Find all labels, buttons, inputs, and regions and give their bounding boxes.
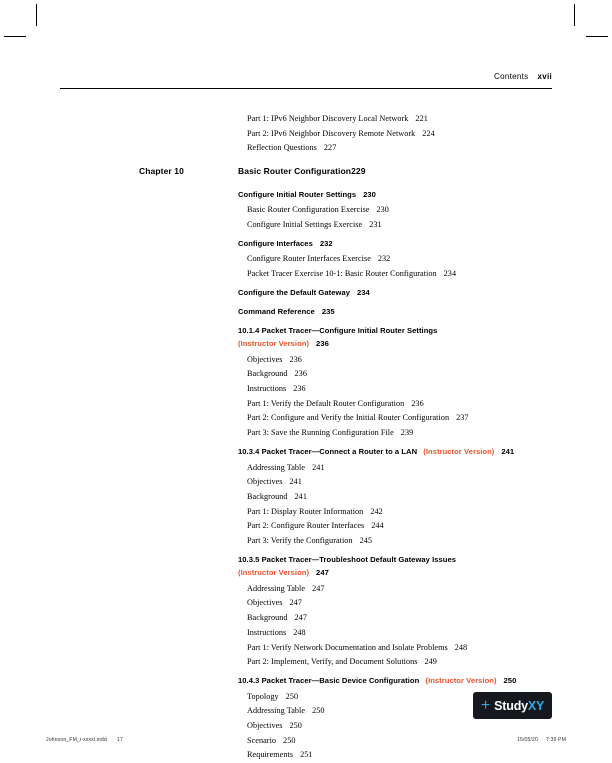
toc-section — [238, 674, 559, 687]
toc-entry-page: 250 — [312, 706, 325, 716]
toc-entry — [247, 353, 559, 366]
toc-section — [238, 324, 559, 337]
toc-entry-label: Requirements — [247, 750, 294, 760]
toc-entry-page: 241 — [312, 462, 325, 472]
toc-entry-label: Objectives — [247, 354, 283, 364]
toc-entry — [247, 127, 559, 140]
crop-mark-top-left — [36, 4, 37, 26]
toc-entry-page: 230 — [376, 204, 389, 214]
toc-entry — [247, 461, 559, 474]
toc-entry-page: 250 — [285, 691, 299, 701]
toc-entry-page: 236 — [289, 354, 302, 364]
toc-entry — [247, 267, 559, 280]
logo-study-text: Study — [494, 698, 528, 713]
toc-entry-label: Packet Tracer Exercise 10-1: Basic Router Configuration — [247, 268, 437, 278]
toc-entry — [247, 218, 559, 231]
toc-entry-label: Instructions — [247, 627, 287, 637]
toc-entry-label: Background — [247, 613, 288, 623]
toc-entry — [247, 490, 559, 503]
toc-entry-page: 237 — [456, 413, 469, 423]
toc-entry-label: Scenario — [247, 735, 277, 745]
toc-entry-label: Objectives — [247, 598, 283, 608]
toc-entry-label: Basic Router Configuration Exercise — [247, 204, 370, 214]
toc-section-page: 230 — [363, 189, 376, 199]
toc-section-page: 234 — [357, 287, 370, 297]
toc-section — [238, 305, 559, 318]
studyxy-logo — [473, 692, 552, 719]
toc-section-instructor-line — [238, 337, 559, 350]
toc-entry-label: Part 1: Verify the Default Router Configuration — [247, 398, 405, 408]
instructor-version-tag: (Instructor Version) — [423, 447, 495, 457]
header-rule — [60, 88, 552, 89]
chapter-title — [238, 166, 366, 176]
footer-left — [46, 737, 123, 743]
toc-entry-page: 232 — [377, 253, 391, 263]
toc-entry-page: 247 — [289, 598, 302, 608]
toc-section-label: Configure the Default Gateway — [238, 287, 350, 297]
logo-xy-text: XY — [527, 698, 545, 713]
toc-section — [238, 188, 559, 201]
toc-entry-label: Reflection Questions — [247, 143, 317, 153]
toc-section-label: 10.3.5 Packet Tracer—Troubleshoot Default Gateway Issues — [238, 555, 457, 565]
toc-entry-page: 239 — [400, 428, 414, 438]
footer-time: 7:39 PM — [545, 737, 566, 743]
toc-entry-page: 234 — [443, 268, 457, 278]
toc-section — [238, 445, 559, 458]
toc-section-label: Configure Interfaces — [238, 238, 313, 248]
toc-entry-label: Background — [247, 491, 288, 501]
toc-entry-page: 236 — [411, 398, 424, 408]
toc-entry — [247, 397, 559, 410]
toc-entry-page: 244 — [371, 521, 384, 531]
toc-entry — [247, 411, 559, 424]
toc-section — [238, 286, 559, 299]
toc-entry — [247, 719, 559, 732]
toc-entry-label: Objectives — [247, 721, 283, 731]
toc-entry-page: 221 — [415, 114, 428, 123]
toc-entry-label: Part 1: Display Router Information — [247, 506, 364, 516]
toc-entry — [247, 596, 559, 609]
toc-entry — [247, 141, 559, 154]
toc-entry — [247, 252, 559, 265]
footer-filename: Johnson_FM_i-xxxxi.indd — [46, 737, 107, 743]
toc-entry-label: Part 2: IPv6 Neighbor Discovery Remote Network — [247, 128, 416, 138]
chapter-page: 229 — [351, 165, 366, 176]
toc-section-page: 247 — [316, 568, 329, 578]
toc-entry — [247, 582, 559, 595]
plus-icon: + — [480, 696, 491, 714]
chapter-label: Chapter 10 — [139, 165, 184, 176]
toc-entry-page: 248 — [293, 627, 306, 637]
instructor-version-tag: (Instructor Version) — [238, 339, 310, 349]
running-head — [60, 72, 552, 81]
toc-section-page: 241 — [501, 447, 515, 457]
toc-entry-page: 250 — [283, 735, 296, 745]
toc-entry-page: 247 — [312, 583, 325, 593]
toc-section — [238, 553, 559, 566]
toc-entry — [247, 655, 559, 668]
toc-section-label: 10.4.3 Packet Tracer—Basic Device Configuration — [238, 676, 420, 686]
toc-entry-label: Addressing Table — [247, 583, 306, 593]
toc-entry-label: Part 3: Save the Running Configuration File — [247, 428, 394, 438]
toc-entry-page: 248 — [454, 642, 468, 652]
chapter-title-text: Basic Router Configuration — [238, 165, 352, 176]
toc-entry — [247, 112, 559, 125]
toc-entry-page: 250 — [289, 721, 302, 731]
toc-entry-label: Part 1: IPv6 Neighbor Discovery Local Network — [247, 114, 409, 123]
toc-section-page: 235 — [321, 307, 335, 317]
toc-entry — [247, 475, 559, 488]
crop-mark-left-upper — [4, 36, 26, 37]
toc-entry-page: 231 — [369, 219, 382, 229]
toc-entry-page: 251 — [300, 750, 313, 760]
toc-entry-page: 249 — [424, 657, 437, 667]
running-head-title: Contents — [494, 72, 529, 81]
page-number: xvii — [537, 72, 552, 81]
footer-right — [517, 737, 566, 743]
footer-date: 15/05/20 — [516, 737, 538, 743]
toc-entry — [247, 748, 559, 761]
toc-section-label: Configure Initial Router Settings — [238, 189, 357, 199]
toc-entry — [247, 505, 559, 518]
toc-entry — [247, 734, 559, 747]
toc-entry-page: 245 — [359, 536, 373, 546]
toc-entry-label: Part 3: Verify the Configuration — [247, 536, 353, 546]
instructor-version-tag: (Instructor Version) — [238, 568, 310, 578]
toc-entry-page: 242 — [370, 506, 383, 516]
toc-section-instructor-line — [238, 566, 559, 579]
toc-entry-page: 236 — [293, 384, 306, 394]
instructor-version-tag: (Instructor Version) — [425, 676, 497, 686]
toc-entry — [247, 367, 559, 380]
toc-section-page: 236 — [316, 339, 329, 349]
toc-section — [238, 237, 559, 250]
toc-entry-page: 241 — [294, 491, 307, 501]
toc-entry — [247, 534, 559, 547]
toc-section-page: 250 — [503, 676, 517, 686]
toc-entry — [247, 382, 559, 395]
toc-entry-page: 236 — [294, 369, 307, 379]
toc-entry-label: Addressing Table — [247, 462, 306, 472]
crop-mark-right-upper — [586, 36, 608, 37]
toc-section-label: 10.1.4 Packet Tracer—Configure Initial Router Settings — [238, 326, 438, 336]
toc-section-page: 232 — [319, 238, 333, 248]
toc-entry-label: Configure Router Interfaces Exercise — [247, 253, 371, 263]
toc-section-label: 10.3.4 Packet Tracer—Connect a Router to a LAN — [238, 447, 418, 457]
toc-entry-label: Part 2: Configure and Verify the Initial Router Configuration — [247, 413, 450, 423]
toc-entry-label: Part 2: Configure Router Interfaces — [247, 521, 365, 531]
toc-entry-page: 241 — [289, 477, 302, 487]
table-of-contents — [139, 112, 559, 763]
toc-entry-label: Part 1: Verify Network Documentation and Isolate Problems — [247, 642, 448, 652]
toc-entry-label: Configure Initial Settings Exercise — [247, 219, 363, 229]
toc-entry-label: Addressing Table — [247, 706, 306, 716]
toc-entry-label: Objectives — [247, 477, 283, 487]
toc-entry-page: 247 — [294, 613, 307, 623]
toc-entry — [247, 641, 559, 654]
toc-entry-label: Background — [247, 369, 288, 379]
toc-entry-page: 224 — [422, 128, 435, 138]
toc-entry-label: Topology — [247, 691, 279, 701]
toc-entry — [247, 611, 559, 624]
toc-entry — [247, 626, 559, 639]
crop-mark-top-right — [574, 4, 575, 26]
toc-section-label: Command Reference — [238, 307, 315, 317]
toc-chapter-heading — [139, 166, 559, 179]
toc-entry-label: Instructions — [247, 384, 287, 394]
footer-page-number: 17 — [116, 737, 123, 743]
toc-entry-label: Part 2: Implement, Verify, and Document Solutions — [247, 657, 418, 667]
toc-entry — [247, 203, 559, 216]
toc-entry — [247, 426, 559, 439]
toc-entry — [247, 519, 559, 532]
toc-entry-page: 227 — [323, 143, 337, 153]
